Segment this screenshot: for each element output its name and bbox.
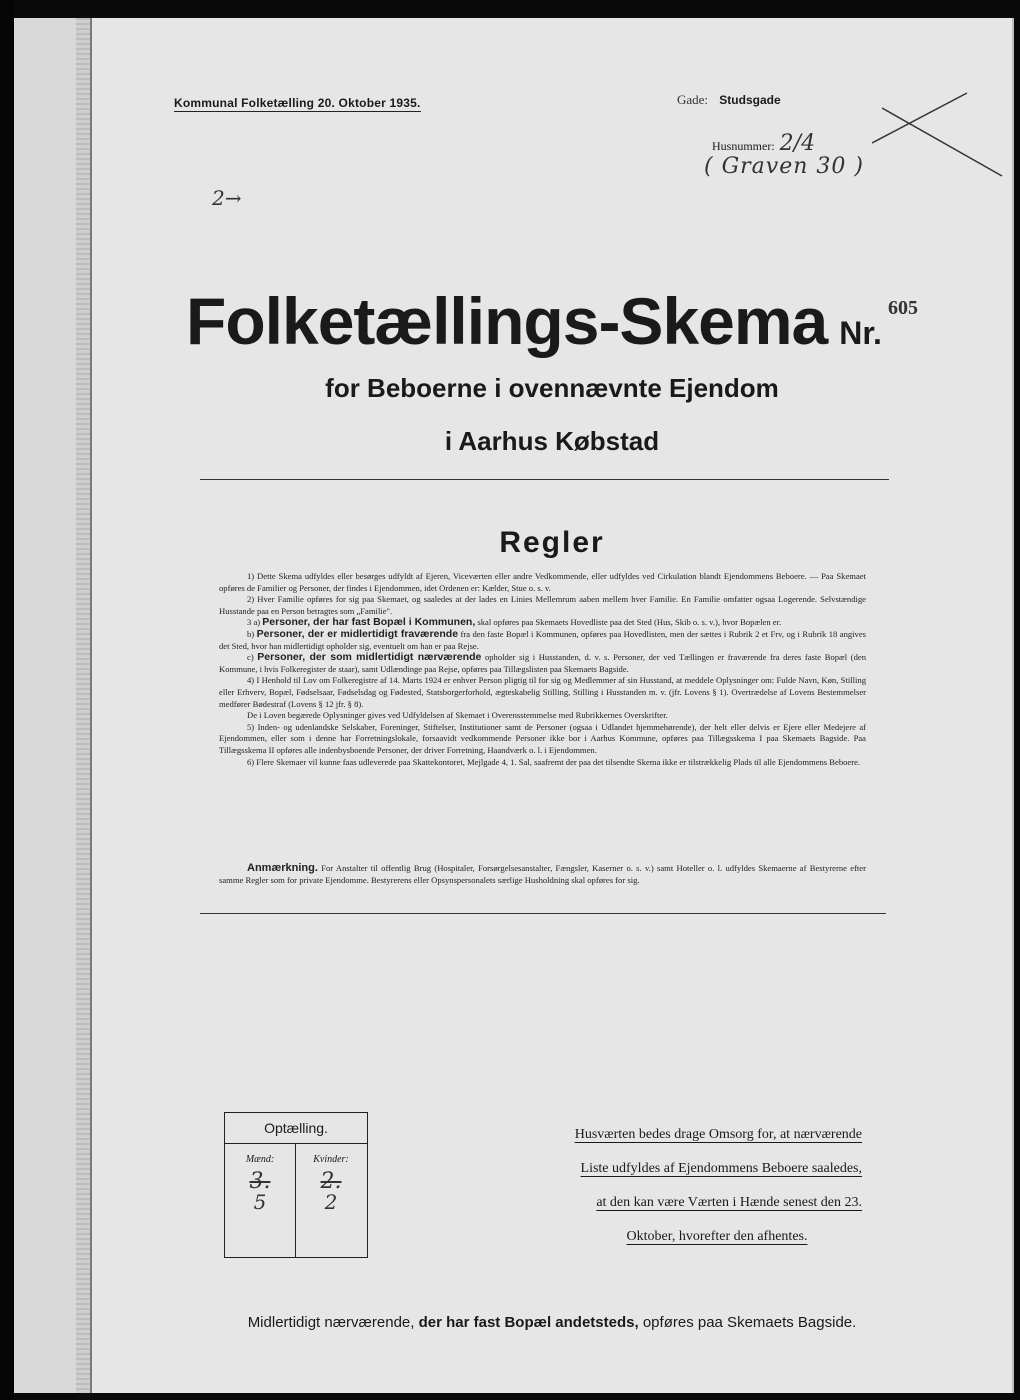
- annotation-label: Anmærkning.: [247, 862, 318, 874]
- census-header: Kommunal Folketælling 20. Oktober 1935.: [174, 96, 421, 110]
- form-subtitle-1: for Beboerne i ovennævnte Ejendom: [325, 373, 779, 403]
- men-label: Mænd:: [245, 1154, 275, 1165]
- count-box-title: Optælling.: [225, 1113, 367, 1144]
- footer-text-2: opføres paa Skemaets Bagside.: [642, 1314, 857, 1331]
- rule-3a: 3 a) Personer, der har fast Bopæl i Kommunen, skal opføres paa Skemaets Hovedliste paa det Sted (Hus, Skib o. s. v.), hvor Bopælen er.: [247, 616, 782, 629]
- form-title: [92, 283, 1012, 359]
- husnummer-value: 2/4: [779, 131, 816, 156]
- rule-6: 6) Flere Skemaer vil kunne faas udleverede paa Skattekontoret, Mejlgade 4, 1. Sal, saafremt der paa det tilsendte Skema ikke er tilstrækkelig Plads til alle Ejendommens Beboere.: [247, 756, 861, 767]
- gade-value: Studsgade: [719, 93, 781, 107]
- women-label: Kvinder:: [313, 1154, 349, 1165]
- rule-4: 4) I Henhold til Lov om Folkeregistre af 14. Marts 1924 er enhver Person pligtig til for sig og Medlemmer af sin Husstand, at meddele Oplysninger om: Fulde Navn, Køn, Stilling eller Erhverv, Bopæl, Fødselsaar, Fødselsdag og Fødested, Statsborgerforhold, ægteskabelig Stilling, Stilling i Husstanden m. v. (jfr. Lovens § 1). Overtrædelse af Lovens Bestemmelser medfører Bødestraf (Lovens § 12 jfr. § 8).: [219, 675, 866, 709]
- count-men-column: [225, 1144, 296, 1257]
- divider-bottom: [200, 913, 886, 914]
- footer-instruction: [92, 1314, 1012, 1331]
- men-value: 5: [253, 1190, 267, 1214]
- book-spine: [14, 18, 79, 1393]
- landlord-notice: [532, 1118, 862, 1254]
- count-box: [224, 1112, 368, 1258]
- cross-out-mark: [872, 88, 1012, 178]
- handwritten-mark: 2→: [212, 186, 242, 210]
- annotation-note: [219, 863, 866, 886]
- footer-text-1: Midlertidigt nærværende,: [247, 1314, 415, 1331]
- women-value: 2: [324, 1190, 338, 1214]
- form-title-main: Folketællings-Skema: [186, 284, 828, 358]
- count-women-column: [296, 1144, 366, 1257]
- rules-heading: Regler: [499, 526, 605, 559]
- annotation-text: For Anstalter til offentlig Brug (Hospitaler, Forsørgelsesanstalter, Fængsler, Kaserner o. s. v.) samt Hoteller o. l. udfyldes Skemaerne af Bestyrerne efter samme Regler som for private Ejendomme. Bestyrerens eller Opsynspersonalets særlige Husholdning skal opføres for sig.: [219, 863, 866, 885]
- husnummer-field: [712, 131, 815, 156]
- form-subtitle-2: i Aarhus Købstad: [444, 426, 660, 456]
- rule-5: 5) Inden- og udenlandske Selskaber, Foreninger, Stiftelser, Institutioner samt de Personer (ogsaa i Udlandet hjemmehørende), der helt eller delvis er Ejere eller Medejere af Ejendommen, eller som i denne har Forretningslokale, forsaavidt vedkommende Personer ikke bor i Aarhus Kommune, opføres paa Tillægsskema I paa Skemaets Bagside. Paa Tillægsskema II opføres alle indenbysboende Personer, der driver Forretning, Haandværk o. l. i Ejendommen.: [219, 721, 866, 755]
- landlord-notice-line-2: Liste udfyldes af Ejendommens Beboere saaledes,: [580, 1161, 862, 1176]
- rules-text: [219, 571, 866, 768]
- landlord-notice-line-4: Oktober, hvorefter den afhentes.: [626, 1229, 808, 1244]
- landlord-notice-line-1: Husværten bedes drage Omsorg for, at nærværende: [574, 1127, 862, 1142]
- rule-3c: c) Personer, der som midlertidigt nærværende opholder sig i Husstanden, d. v. s. Personer, der ved Tællingen er fraværende fra deres faste Bopæl (den Kommune, i hvis Folkeregister de staar), samt Udlændinge paa Rejse, opføres paa Tillægslisten paa Skemaets Bagside.: [219, 651, 867, 674]
- rule-2: 2) Hver Familie opføres for sig paa Skemaet, og saaledes at der lades en Linies Mellemrum aaben mellem hver Familie. En Familie omfatter ogsaa Logerende. Selvstændige Husstande paa en Person betragtes som „Familie".: [219, 594, 866, 616]
- landlord-notice-line-3: at den kan være Værten i Hænde senest den 23.: [596, 1195, 862, 1210]
- men-value-struck: 3.: [249, 1169, 271, 1194]
- women-value-struck: 2.: [320, 1169, 342, 1194]
- form-number-label: Nr.: [839, 315, 882, 351]
- census-form-page: [92, 18, 1012, 1393]
- rule-1: 1) Dette Skema udfyldes eller besørges udfyldt af Ejeren, Viceværten eller andre Vedkommende, eller udfyldes ved Cirkulation blandt Ejendommens Beboere. — Paa Skemaet opføres de Familier og Personer, der findes i Ejendommen, idet Ordenen er: Kælder, Stue o. s. v.: [219, 571, 866, 593]
- binding-shadow: [0, 0, 14, 1400]
- divider-top: [200, 479, 889, 480]
- footer-text-bold: der har fast Bopæl andetsteds,: [418, 1314, 639, 1331]
- rule-3b: b) Personer, der er midlertidigt fraværende fra den faste Bopæl i Kommunen, opføres paa Hovedlisten, men der sættes i Rubrik 2 et Frv, og i Rubrik 18 angives det Sted, hvor han midlertidigt opholder sig, eventuelt om han er paa Rejse.: [219, 627, 867, 651]
- gade-field: [677, 92, 781, 108]
- handwritten-address-note: ( Graven 30 ): [704, 154, 864, 179]
- husnummer-label: Husnummer:: [712, 139, 775, 153]
- binding-tape: [76, 18, 92, 1393]
- gade-label: Gade:: [677, 92, 709, 107]
- form-number-value: 605: [887, 297, 918, 319]
- rule-4b: De i Loven begærede Oplysninger gives ved Udfyldelsen af Skemaet i Overensstemmelse med Rubrikkernes Overskrifter.: [247, 710, 668, 721]
